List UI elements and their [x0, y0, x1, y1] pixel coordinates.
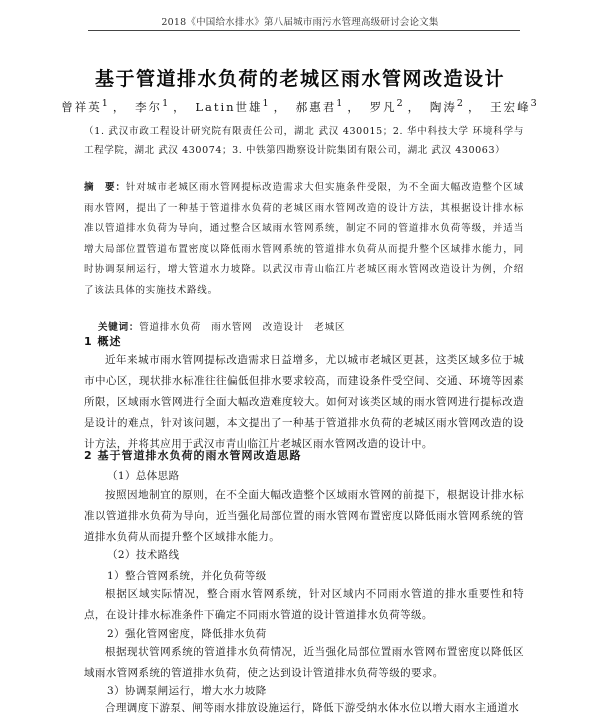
abstract-text: 针对城市老城区雨水管网提标改造需求大但实施条件受限，为不全面大幅改造整个区域雨水管网，提出了一种基于管道排水负荷的老城区雨水管网改造的设计方法，其根据设计排水标准以管道排水负荷为导向，通过整合区域雨水管网系统，制定不同的管道排水负荷等级，并适当增大局部位置管道布置密度以降低雨水管网系统的管道排水负荷从而提升整个区域排水能力，同时协调泵闸运行，增大管道水力坡降。以武汉市青山临江片老城区雨水管网改造设计为例，介绍了该法具体的实施技术路线。 — [84, 182, 524, 296]
step-heading: 3）协调泵闸运行，增大水力坡降 — [107, 685, 267, 697]
section-heading-approach: 2 基于管道排水负荷的雨水管网改造思路 — [84, 449, 302, 462]
author-name: 李尔$^1$ — [135, 98, 171, 114]
running-header: 2018《中国给水排水》第八届城市雨污水管理高级研讨会论文集 — [161, 17, 439, 28]
keywords-label: 关键词： — [98, 322, 140, 333]
body-paragraph: 合理调度下游泵、闸等雨水排放设施运行，降低下游受纳水体水位以增大雨水主通道水 — [105, 702, 520, 714]
body-paragraph: 按照因地制宜的原则，在不全面大幅改造整个区域雨水管网的前提下，根据设计排水标准以管道排水负荷为导向，近当强化局部位置的雨水管网布置密度以降低雨水管网系统的管道排水负荷从而提升整个区域排水能力。 — [84, 489, 524, 543]
author-name: 郝惠君$^1$ — [295, 98, 345, 114]
author-name: 王宏峰$^3$ — [490, 98, 539, 114]
section-heading-overview: 1 概述 — [84, 335, 122, 348]
subsection-heading: （1）总体思路 — [107, 470, 180, 482]
step-heading: 2）强化管网密度，降低排水负荷 — [107, 628, 267, 640]
body-paragraph: 根据区域实际情况，整合雨水管网系统，针对区域内不同雨水管道的排水重要性和特点，在设计排水标准条件下确定不同雨水管道的设计管道排水负荷等级。 — [84, 588, 524, 621]
author-name: Latin世雄$^1$ — [195, 98, 271, 114]
keywords — [98, 319, 528, 333]
step-heading: 1）整合管网系统，并化负荷等级 — [107, 570, 267, 582]
author-name: 陶涛$^2$ — [429, 98, 465, 114]
article-title: 基于管道排水负荷的老城区雨水管网改造设计 — [94, 68, 505, 90]
author-list: 曾祥英$^1$ ， 李尔$^1$ ， Latin世雄$^1$ ， 郝惠君$^1$ ， 罗凡$^2$ ， 陶涛$^2$ ， 王宏峰$^3$ — [61, 98, 539, 114]
author-name: 罗凡$^2$ — [369, 98, 405, 114]
header-rule — [88, 30, 520, 31]
subsection-heading: （2）技术路线 — [107, 549, 180, 561]
abstract — [84, 178, 524, 301]
keywords-text: 管道排水负荷 雨水管网 改造设计 老城区 — [139, 322, 346, 333]
body-paragraph: 根据现状管网系统的管道排水负荷情况，近当强化局部位置雨水管网布置密度以降低区域雨水管网系统的管道排水负荷，使之达到设计管道排水负荷等级的要求。 — [84, 646, 524, 679]
body-paragraph: 近年来城市雨水管网提标改造需求日益增多，尤以城市老城区更甚，这类区域多位于城市中心区，现状排水标准往往偏低但排水要求较高，而建设条件受空间、交通、环境等因素所限，区域雨水管网进行全面大幅改造难度较大。如何对该类区域的雨水管网进行提标改造是设计的难点，针对该问题，本文提出了一种基于管道排水负荷的老城区雨水管网改造的设计方法，并将其应用于武汉市青山临江片老城区雨水管网改造的设计中。 — [84, 354, 524, 450]
affiliations: （1. 武汉市政工程设计研究院有限责任公司，湖北 武汉 430015；2. 华中科技大学 环境科学与工程学院，湖北 武汉 430074；3. 中铁第四勘察设计院集团有限公司，湖北 武汉 430063） — [84, 126, 524, 156]
author-name: 曾祥英$^1$ — [61, 98, 110, 114]
abstract-label: 摘 要： — [84, 182, 126, 193]
